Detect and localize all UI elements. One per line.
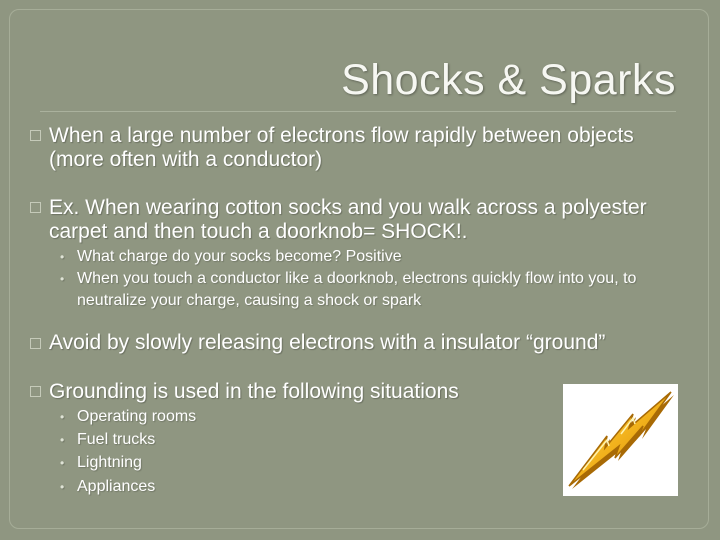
sub-bullet-dot-icon: • xyxy=(60,272,65,286)
sub-bullet-item xyxy=(60,268,680,312)
title-divider xyxy=(40,111,676,112)
bullet-item xyxy=(30,196,680,244)
bullet-marker-icon xyxy=(30,202,41,213)
sub-bullet-text: Operating rooms xyxy=(77,408,197,425)
bullet-marker-icon xyxy=(30,338,41,349)
bullet-item xyxy=(30,332,650,354)
bullet-marker-icon xyxy=(30,386,41,397)
sub-bullet-dot-icon: • xyxy=(60,480,65,494)
sub-bullet-text: Appliances xyxy=(77,478,156,495)
sub-bullet-text: Fuel trucks xyxy=(77,431,156,448)
sub-bullet-text: What charge do your socks become? Positive xyxy=(77,248,402,265)
sub-bullet-dot-icon: • xyxy=(60,250,65,264)
sub-bullet-text: When you touch a conductor like a doorknob, electrons quickly flow into you, to neutralize your charge, causing a shock or spark xyxy=(77,270,637,309)
bullet-text: Avoid by slowly releasing electrons with a insulator “ground” xyxy=(49,331,606,354)
sub-bullet-item xyxy=(60,246,680,268)
sub-bullet-text: Lightning xyxy=(77,454,142,471)
bullet-item xyxy=(30,124,680,172)
slide-title: Shocks & Sparks xyxy=(341,56,676,104)
lightning-picture xyxy=(563,384,678,496)
sub-bullet-dot-icon: • xyxy=(60,433,65,447)
lightning-bolt-icon xyxy=(563,384,678,496)
bullet-text: Grounding is used in the following situations xyxy=(49,380,459,403)
bullet-text: When a large number of electrons flow rapidly between objects (more often with a conductor) xyxy=(49,124,634,171)
sub-bullet-dot-icon: • xyxy=(60,456,65,470)
bullet-text: Ex. When wearing cotton socks and you walk across a polyester carpet and then touch a doorknob= SHOCK!. xyxy=(49,196,647,243)
sub-bullet-dot-icon: • xyxy=(60,410,65,424)
bullet-item xyxy=(30,380,590,404)
bullet-marker-icon xyxy=(30,130,41,141)
